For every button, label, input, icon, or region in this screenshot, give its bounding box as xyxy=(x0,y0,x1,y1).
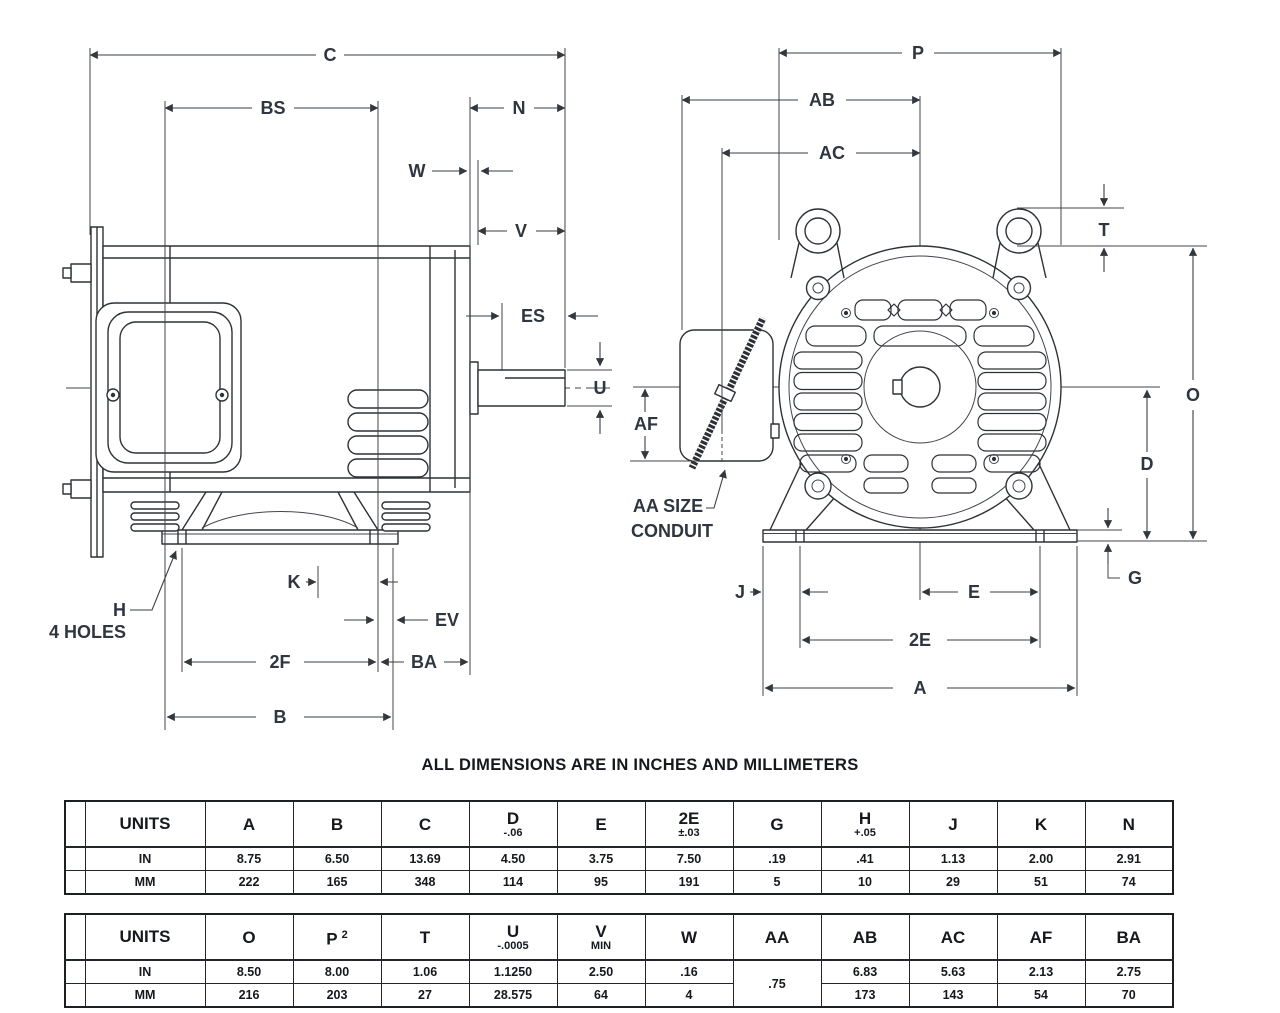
value-cell: 173 xyxy=(821,984,909,1008)
value-cell: .16 xyxy=(645,960,733,984)
table2-col-ac: AC xyxy=(909,914,997,960)
table2-col-ab: AB xyxy=(821,914,909,960)
value-cell: 1.1250 xyxy=(469,960,557,984)
dim-label-e: E xyxy=(967,582,981,602)
drawing-note: ALL DIMENSIONS ARE IN INCHES AND MILLIMETERS xyxy=(421,756,859,774)
value-cell: 8.75 xyxy=(205,847,293,871)
table2-mm-row xyxy=(65,984,1173,1008)
value-cell: 64 xyxy=(557,984,645,1008)
table1-col-a: A xyxy=(205,801,293,847)
dim-label-ba: BA xyxy=(411,652,437,672)
value-cell: 1.06 xyxy=(381,960,469,984)
dimension-table-1 xyxy=(64,800,1174,895)
value-cell: 3.75 xyxy=(557,847,645,871)
value-cell: 8.00 xyxy=(293,960,381,984)
spacer-cell xyxy=(65,914,85,960)
label-aa-conduit: CONDUIT xyxy=(631,521,713,541)
value-cell: 6.50 xyxy=(293,847,381,871)
table1-in-row xyxy=(65,847,1173,871)
dim-label-ev: EV xyxy=(434,610,460,630)
table1-header-row xyxy=(65,801,1173,847)
side-conduit-box xyxy=(96,303,241,472)
front-view xyxy=(630,43,1207,698)
front-conduit-box xyxy=(680,318,779,468)
unit-label: IN xyxy=(85,960,205,984)
value-cell: 165 xyxy=(293,871,381,895)
dim-label-w: W xyxy=(408,161,426,181)
table1-col-e: E xyxy=(557,801,645,847)
value-cell: 2.50 xyxy=(557,960,645,984)
value-cell: 114 xyxy=(469,871,557,895)
value-cell: 6.83 xyxy=(821,960,909,984)
dim-label-c: C xyxy=(323,45,337,65)
dim-label-es: ES xyxy=(520,306,546,326)
dim-label-ab: AB xyxy=(809,90,835,110)
table2-col-w: W xyxy=(645,914,733,960)
value-cell: 222 xyxy=(205,871,293,895)
dimension-table-2 xyxy=(64,913,1174,1008)
value-cell: 348 xyxy=(381,871,469,895)
table1-col-c: C xyxy=(381,801,469,847)
unit-label: MM xyxy=(85,984,205,1008)
table1-col-k: K xyxy=(997,801,1085,847)
value-cell: 2.13 xyxy=(997,960,1085,984)
spacer-cell xyxy=(65,801,85,847)
dim-label-o: O xyxy=(1185,385,1201,405)
value-cell: 203 xyxy=(293,984,381,1008)
spacer-cell xyxy=(65,871,85,895)
table2-col-t: T xyxy=(381,914,469,960)
value-cell: 4.50 xyxy=(469,847,557,871)
value-cell: 29 xyxy=(909,871,997,895)
dim-label-v: V xyxy=(514,221,528,241)
dim-label-bs: BS xyxy=(260,98,286,118)
table1-col-d: D -.06 xyxy=(469,801,557,847)
value-cell: 216 xyxy=(205,984,293,1008)
table1-col-g: G xyxy=(733,801,821,847)
table1-col-2e: 2E ±.03 xyxy=(645,801,733,847)
value-cell: 27 xyxy=(381,984,469,1008)
dim-label-d: D xyxy=(1140,454,1154,474)
side-view xyxy=(49,45,614,730)
dim-label-j: J xyxy=(734,582,746,602)
dim-label-a: A xyxy=(913,678,927,698)
table2-header-row xyxy=(65,914,1173,960)
value-cell: 8.50 xyxy=(205,960,293,984)
dim-label-h: H xyxy=(113,600,126,620)
value-cell: 13.69 xyxy=(381,847,469,871)
table2-col-p: P $^2$ xyxy=(293,914,381,960)
side-shaft xyxy=(470,362,565,414)
value-cell: .41 xyxy=(821,847,909,871)
dim-label-p: P xyxy=(911,43,925,63)
unit-label: MM xyxy=(85,871,205,895)
value-cell: 5 xyxy=(733,871,821,895)
dim-label-af: AF xyxy=(634,414,658,434)
value-cell: 191 xyxy=(645,871,733,895)
table2-col-ba: BA xyxy=(1085,914,1173,960)
table1-col-h: H +.05 xyxy=(821,801,909,847)
spacer-cell xyxy=(65,960,85,984)
table1-col-b: B xyxy=(293,801,381,847)
table2-col-u: U -.0005 xyxy=(469,914,557,960)
table2-col-o: O xyxy=(205,914,293,960)
value-cell: 54 xyxy=(997,984,1085,1008)
value-cell: 70 xyxy=(1085,984,1173,1008)
dim-label-4holes: 4 HOLES xyxy=(48,622,126,642)
dim-label-ac: AC xyxy=(819,143,845,163)
table1-col-j: J xyxy=(909,801,997,847)
table2-col-v: V MIN xyxy=(557,914,645,960)
value-cell: 4 xyxy=(645,984,733,1008)
value-cell-aa-merged: .75 xyxy=(733,960,821,1007)
table2-in-row xyxy=(65,960,1173,984)
side-base xyxy=(131,492,430,544)
value-cell: 2.00 xyxy=(997,847,1085,871)
table2-col-af: AF xyxy=(997,914,1085,960)
dim-label-g: G xyxy=(1127,568,1143,588)
dim-label-n: N xyxy=(512,98,526,118)
dim-label-2f: 2F xyxy=(269,652,291,672)
table2-units-header: UNITS xyxy=(85,914,205,960)
value-cell: 10 xyxy=(821,871,909,895)
value-cell: .19 xyxy=(733,847,821,871)
dim-label-k: K xyxy=(287,572,301,592)
table1-col-n: N xyxy=(1085,801,1173,847)
dim-label-t: T xyxy=(1098,220,1110,240)
value-cell: 51 xyxy=(997,871,1085,895)
table1-units-header: UNITS xyxy=(85,801,205,847)
value-cell: 2.75 xyxy=(1085,960,1173,984)
spacer-cell xyxy=(65,847,85,871)
label-aa-size: AA SIZE xyxy=(632,496,704,516)
unit-label: IN xyxy=(85,847,205,871)
value-cell: 7.50 xyxy=(645,847,733,871)
value-cell: 95 xyxy=(557,871,645,895)
table2-col-aa: AA xyxy=(733,914,821,960)
value-cell: 1.13 xyxy=(909,847,997,871)
value-cell: 2.91 xyxy=(1085,847,1173,871)
spacer-cell xyxy=(65,984,85,1008)
table1-mm-row xyxy=(65,871,1173,895)
dim-label-u: U xyxy=(593,378,607,398)
dim-label-2e: 2E xyxy=(908,630,932,650)
dim-label-b: B xyxy=(273,707,287,727)
value-cell: 143 xyxy=(909,984,997,1008)
value-cell: 74 xyxy=(1085,871,1173,895)
value-cell: 5.63 xyxy=(909,960,997,984)
value-cell: 28.575 xyxy=(469,984,557,1008)
